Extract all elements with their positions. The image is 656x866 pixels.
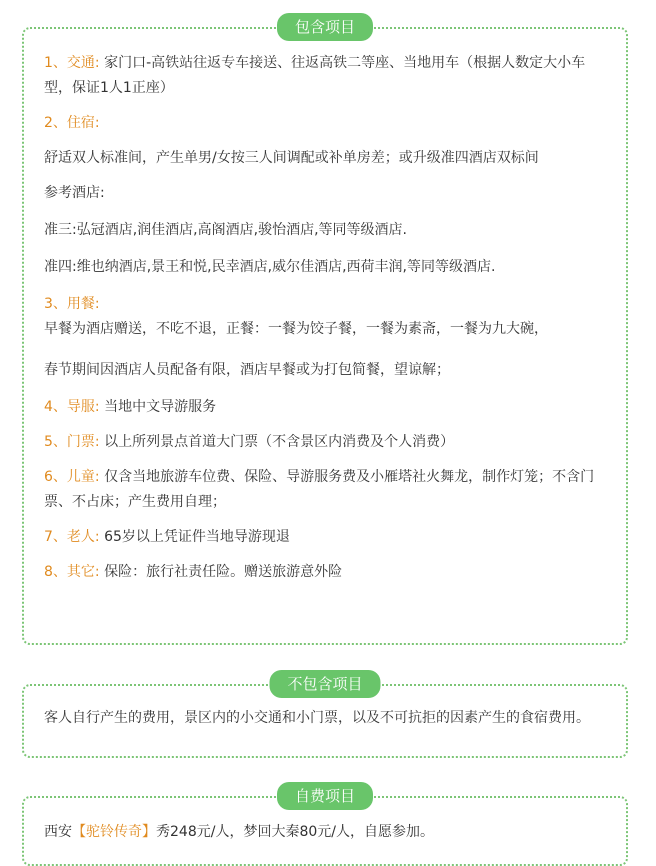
item-children	[44, 465, 606, 515]
meals-label: 3、用餐:	[44, 296, 100, 312]
tickets-label: 5、门票:	[44, 434, 100, 450]
included-title: 包含项目	[277, 13, 373, 41]
stay-line3: 准三:弘冠酒店,润佳酒店,高阁酒店,骏怡酒店,等同等级酒店.	[44, 222, 407, 238]
item-transport	[44, 51, 606, 101]
children-text: 仅含当地旅游车位费、保险、导游服务费及小雁塔社火舞龙，制作灯笼；不含门票、不占床；产生费用自理；	[44, 469, 595, 510]
item-guide	[44, 395, 606, 420]
tickets-text: 以上所列景点首道大门票（不含景区内消费及个人消费）	[104, 434, 455, 450]
optional-text	[44, 820, 606, 845]
meals-line1: 早餐为酒店赠送，不吃不退，正餐：一餐为饺子餐，一餐为素斋，一餐为九大碗，	[44, 321, 548, 337]
stay-line4: 准四:维也纳酒店,景王和悦,民幸酒店,威尔佳酒店,西荷丰润,等同等级酒店.	[44, 259, 496, 275]
transport-label: 1、交通:	[44, 55, 100, 71]
transport-text: 家门口-高铁站往返专车接送、往返高铁二等座、当地用车（根据人数定大小车型，保证1人1正座）	[44, 55, 586, 96]
optional-suffix: 秀248元/人，梦回大秦80元/人，自愿参加。	[156, 824, 434, 840]
stay-line2: 参考酒店:	[44, 185, 105, 201]
stay-line1: 舒适双人标准间，产生单男/女按三人间调配或补单房差；或升级准四酒店双标间	[44, 150, 539, 166]
optional-title: 自费项目	[277, 782, 373, 810]
excluded-title: 不包含项目	[269, 670, 380, 698]
item-other	[44, 560, 606, 585]
item-tickets	[44, 430, 606, 455]
included-section	[22, 18, 628, 645]
other-text: 保险：旅行社责任险。赠送旅游意外险	[104, 564, 343, 580]
excluded-section	[22, 675, 628, 758]
guide-text: 当地中文导游服务	[104, 399, 217, 415]
other-label: 8、其它:	[44, 564, 100, 580]
item-elderly	[44, 525, 606, 550]
children-label: 6、儿童:	[44, 469, 100, 485]
stay-label: 2、住宿:	[44, 115, 100, 131]
optional-highlight: 【驼铃传奇】	[72, 824, 156, 840]
optional-prefix: 西安	[44, 824, 72, 840]
elderly-text: 65岁以上凭证件当地导游现退	[104, 529, 290, 545]
guide-label: 4、导服:	[44, 399, 100, 415]
excluded-text: 客人自行产生的费用，景区内的小交通和小门票，以及不可抗拒的因素产生的食宿费用。	[44, 710, 590, 726]
elderly-label: 7、老人:	[44, 529, 100, 545]
meals-line2: 春节期间因酒店人员配备有限，酒店早餐或为打包简餐，望谅解；	[44, 362, 450, 378]
